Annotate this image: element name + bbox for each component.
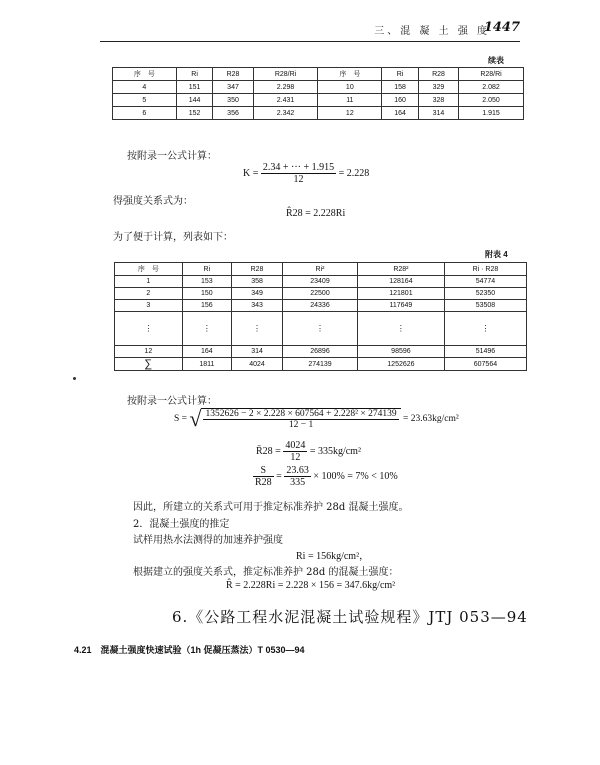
table2-caption: 附表 4 bbox=[485, 250, 508, 259]
formula-final: R̂ = 2.228Ri = 2.228 × 156 = 347.6kg/cm² bbox=[226, 580, 396, 591]
formula-r28-fraction bbox=[283, 440, 307, 463]
table1-caption: 续表 bbox=[488, 56, 504, 65]
table-cell: 4 bbox=[113, 81, 177, 94]
formula-s-lhs: S = bbox=[174, 414, 188, 425]
formula-ratio-fraction bbox=[284, 465, 311, 488]
text-subheading: 2．混凝土强度的推定 bbox=[133, 519, 230, 530]
formula-r28-numerator: 4024 bbox=[285, 440, 306, 451]
margin-dot bbox=[73, 377, 76, 380]
column-header: 序 号 bbox=[113, 68, 177, 81]
table-row bbox=[113, 81, 524, 94]
table-cell: 356 bbox=[213, 107, 253, 120]
table-row-sum bbox=[115, 358, 527, 371]
formula-ri: Ri = 156kg/cm²， bbox=[296, 551, 370, 562]
table-cell: 5 bbox=[113, 94, 177, 107]
table-cell: 12 bbox=[318, 107, 382, 120]
table-cell: 24336 bbox=[283, 300, 358, 312]
table-cell: 358 bbox=[232, 276, 283, 288]
table-cell: 329 bbox=[418, 81, 458, 94]
table-cell: 152 bbox=[176, 107, 213, 120]
table-cell: 2.050 bbox=[459, 94, 524, 107]
table-cell: 2.082 bbox=[459, 81, 524, 94]
table2 bbox=[114, 262, 527, 371]
table-cell: ⋮ bbox=[357, 312, 444, 346]
table-cell: 314 bbox=[418, 107, 458, 120]
column-header: 序 号 bbox=[318, 68, 382, 81]
table-cell: ⋮ bbox=[232, 312, 283, 346]
column-header: R28 bbox=[213, 68, 253, 81]
table-cell: 2.431 bbox=[253, 94, 318, 107]
table-cell: ⋮ bbox=[283, 312, 358, 346]
table2-header-row bbox=[115, 263, 527, 276]
table-cell: 128164 bbox=[357, 276, 444, 288]
formula-r28 bbox=[256, 440, 361, 463]
table-cell: 274139 bbox=[283, 358, 358, 371]
table-cell: 4024 bbox=[232, 358, 283, 371]
formula-s-result: = 23.63kg/cm² bbox=[403, 414, 459, 425]
formula-k-denominator: 12 bbox=[293, 174, 304, 185]
table-cell: 98596 bbox=[357, 346, 444, 358]
text-conclusion: 因此，所建立的关系式可用于推定标准养护 28d 混凝土强度。 bbox=[133, 502, 409, 513]
table-cell: 1 bbox=[115, 276, 183, 288]
column-header: R28 bbox=[232, 263, 283, 276]
table-cell: 349 bbox=[232, 288, 283, 300]
formula-k-numerator: 2.34 + ··· + 1.915 bbox=[262, 162, 335, 173]
table-cell: 23409 bbox=[283, 276, 358, 288]
header-rule bbox=[100, 41, 520, 42]
table-cell: 151 bbox=[176, 81, 213, 94]
table1-header-row bbox=[113, 68, 524, 81]
table-cell: 156 bbox=[182, 300, 231, 312]
table-cell: 347 bbox=[213, 81, 253, 94]
text-formula-intro-2: 按附录一公式计算： bbox=[127, 396, 217, 407]
table-cell: 10 bbox=[318, 81, 382, 94]
table-cell: 53508 bbox=[444, 300, 526, 312]
formula-ratio: $\frac{S}{R̄28}$ = $\frac{23.63}{335}$ × 100% = 7% < 10% bbox=[255, 465, 398, 488]
sqrt-icon: √ bbox=[189, 406, 202, 431]
section-heading: 4.21 混凝土强度快速试验（1h 促凝压蒸法）T 0530—94 bbox=[74, 645, 305, 655]
table-cell: 153 bbox=[182, 276, 231, 288]
table-row-ellipsis bbox=[115, 312, 527, 346]
column-header: 序 号 bbox=[115, 263, 183, 276]
table-row bbox=[115, 346, 527, 358]
formula-ratio-numerator: 23.63 bbox=[286, 465, 309, 476]
table-cell: 54774 bbox=[444, 276, 526, 288]
table-cell: 2.342 bbox=[253, 107, 318, 120]
table-cell: 22500 bbox=[283, 288, 358, 300]
formula-ratio-lhs-denominator: R̄28 bbox=[255, 477, 272, 488]
formula-r28-result: = 335kg/cm² bbox=[309, 445, 361, 457]
table-cell: 2 bbox=[115, 288, 183, 300]
column-header: Ri bbox=[182, 263, 231, 276]
table-cell: 328 bbox=[418, 94, 458, 107]
table-cell: 51496 bbox=[444, 346, 526, 358]
text-formula-intro-1: 按附录一公式计算： bbox=[127, 151, 217, 162]
running-title: 三、混 凝 土 强 度 bbox=[374, 26, 490, 37]
table-row bbox=[113, 107, 524, 120]
text-relation-intro: 得强度关系式为： bbox=[113, 196, 193, 207]
table-cell: 314 bbox=[232, 346, 283, 358]
table-cell: 3 bbox=[115, 300, 183, 312]
standard-title: 6.《公路工程水泥混凝土试验规程》JTJ 053—94 bbox=[172, 608, 528, 626]
table-cell: ⋮ bbox=[444, 312, 526, 346]
table-cell: 144 bbox=[176, 94, 213, 107]
table-cell: 1252626 bbox=[357, 358, 444, 371]
table-cell: 164 bbox=[182, 346, 231, 358]
text-table-intro: 为了便于计算，列表如下： bbox=[113, 232, 233, 243]
column-header: Ri bbox=[176, 68, 213, 81]
column-header: R28 bbox=[418, 68, 458, 81]
formula-s-numerator: 1352626 − 2 × 2.228 × 607564 + 2.228² × 274139 bbox=[205, 409, 397, 419]
table-cell: ⋮ bbox=[115, 312, 183, 346]
table-row bbox=[115, 276, 527, 288]
table-cell: 121801 bbox=[357, 288, 444, 300]
table-cell: 1.915 bbox=[459, 107, 524, 120]
formula-ratio-result: × 100% = 7% < 10% bbox=[313, 470, 398, 482]
table-row bbox=[115, 300, 527, 312]
column-header: R28/Ri bbox=[459, 68, 524, 81]
table-cell: 26896 bbox=[283, 346, 358, 358]
text-accelerated: 试样用热水法测得的加速养护强度 bbox=[133, 535, 283, 546]
formula-s-fraction bbox=[203, 409, 398, 430]
formula-k-fraction bbox=[261, 162, 336, 185]
table-row bbox=[115, 288, 527, 300]
table-cell: 12 bbox=[115, 346, 183, 358]
table-cell: ∑ bbox=[115, 358, 183, 371]
formula-ratio-lhs-numerator: S bbox=[253, 465, 274, 477]
table-cell: 1811 bbox=[182, 358, 231, 371]
formula-s bbox=[174, 408, 459, 430]
column-header: Ri bbox=[382, 68, 419, 81]
table-cell: 117649 bbox=[357, 300, 444, 312]
table-cell: 160 bbox=[382, 94, 419, 107]
table-row bbox=[113, 94, 524, 107]
table-cell: 52350 bbox=[444, 288, 526, 300]
formula-k-lhs: K = bbox=[243, 167, 259, 179]
formula-ratio-lhs bbox=[253, 465, 274, 488]
table-cell: 6 bbox=[113, 107, 177, 120]
formula-k bbox=[243, 162, 369, 185]
table-cell: 343 bbox=[232, 300, 283, 312]
table-cell: 150 bbox=[182, 288, 231, 300]
formula-s-denominator: 12 − 1 bbox=[288, 420, 314, 430]
column-header: Ri · R28 bbox=[444, 263, 526, 276]
table1 bbox=[112, 67, 524, 120]
table-cell: 2.298 bbox=[253, 81, 318, 94]
table-cell: ⋮ bbox=[182, 312, 231, 346]
column-header: Ri² bbox=[283, 263, 358, 276]
column-header: R28² bbox=[357, 263, 444, 276]
column-header: R28/Ri bbox=[253, 68, 318, 81]
formula-r28-lhs: R̄28 = bbox=[256, 445, 281, 457]
table-cell: 607564 bbox=[444, 358, 526, 371]
formula-ratio-denominator: 335 bbox=[290, 477, 306, 488]
table-cell: 158 bbox=[382, 81, 419, 94]
table-cell: 11 bbox=[318, 94, 382, 107]
formula-relation: R̂28 = 2.228Ri bbox=[286, 208, 346, 219]
formula-s-radicand bbox=[201, 408, 400, 430]
table-cell: 350 bbox=[213, 94, 253, 107]
formula-k-result: = 2.228 bbox=[338, 167, 370, 179]
page-number: 1447 bbox=[483, 20, 520, 35]
table-cell: 164 bbox=[382, 107, 419, 120]
formula-r28-denominator: 12 bbox=[290, 452, 301, 463]
text-inference: 根据建立的强度关系式，推定标准养护 28d 的混凝土强度： bbox=[133, 567, 399, 578]
